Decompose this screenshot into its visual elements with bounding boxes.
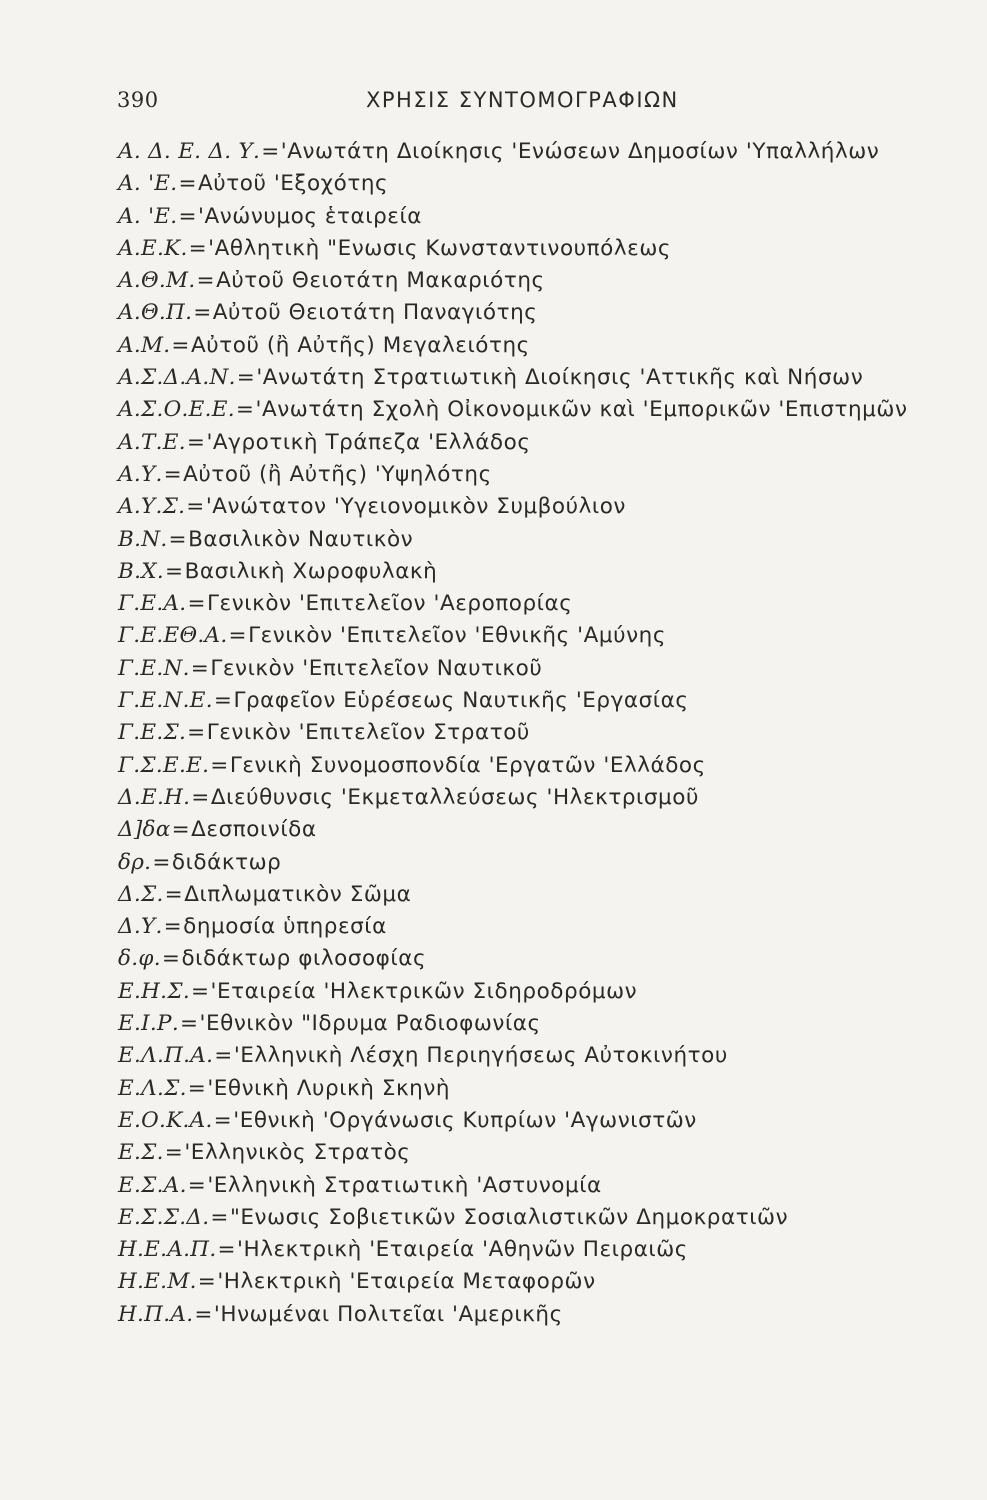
entry-meaning: 'Εταιρεία 'Ηλεκτρικῶν Σιδηροδρόμων [210, 978, 638, 1004]
entry-abbreviation: Γ.Σ.Ε.Ε. [118, 752, 210, 778]
abbreviation-entry [118, 168, 930, 200]
abbreviation-entry [118, 588, 930, 620]
entry-meaning: Γενικὸν 'Επιτελεῖον Ναυτικοῦ [210, 655, 543, 681]
entry-meaning: Γραφεῖον Εὑρέσεως Ναυτικῆς 'Εργασίας [233, 688, 689, 714]
entry-meaning: Διεύθυνσις 'Εκμεταλλεύσεως 'Ηλεκτρισμοῦ [210, 784, 699, 810]
abbreviation-entry [118, 1299, 930, 1331]
entry-separator: = [178, 171, 198, 197]
abbreviation-entry [118, 362, 930, 394]
entry-abbreviation: Α. 'Ε. [118, 203, 178, 229]
entry-abbreviation: Δ.Σ. [118, 881, 164, 907]
abbreviation-entry [118, 814, 930, 846]
abbreviation-entry [118, 394, 930, 426]
entry-abbreviation: Ε.Η.Σ. [118, 978, 190, 1004]
abbreviation-entry [118, 1105, 930, 1137]
entry-separator: = [163, 461, 183, 487]
entry-separator: = [213, 688, 233, 714]
entry-meaning: 'Αθλητικὴ "Ενωσις Κωνσταντινουπόλεως [208, 235, 672, 261]
entry-abbreviation: Α. Δ. Ε. Δ. Υ. [118, 139, 261, 164]
entry-abbreviation: Α.Σ.Δ.Α.Ν. [118, 365, 236, 391]
entry-meaning: "Ενωσις Σοβιετικῶν Σοσιαλιστικῶν Δημοκρατιῶν [229, 1204, 789, 1230]
abbreviation-entry [118, 717, 930, 749]
entry-meaning: 'Εθνικὸν "Ιδρυμα Ραδιοφωνίας [199, 1011, 541, 1037]
entry-abbreviation: Γ.Ε.Α. [118, 591, 187, 617]
entry-abbreviation: Β.Ν. [118, 526, 168, 552]
entry-abbreviation: Γ.Ε.Σ. [118, 720, 187, 746]
entry-separator: = [171, 332, 190, 358]
entry-abbreviation: Ε.Σ.Σ.Δ. [118, 1204, 210, 1230]
entry-abbreviation: Ε.Ο.Κ.Α. [118, 1107, 213, 1133]
entry-meaning: Αὐτοῦ Θειοτάτη Μακαριότης [216, 268, 545, 294]
abbreviation-entry [118, 911, 930, 943]
entry-separator: = [213, 1107, 233, 1133]
entry-meaning: Αὐτοῦ 'Εξοχότης [198, 171, 389, 197]
abbreviation-list [118, 136, 930, 1331]
abbreviation-entry [118, 556, 930, 588]
entry-abbreviation: Α.Μ. [118, 332, 171, 358]
abbreviation-entry [118, 201, 930, 233]
entry-meaning: 'Εθνικὴ 'Οργάνωσις Κυπρίων 'Αγωνιστῶν [233, 1107, 697, 1133]
entry-meaning: 'Ανωτάτη Στρατιωτικὴ Διοίκησις 'Αττικῆς καὶ Νήσων [256, 365, 864, 391]
entry-abbreviation: Ε.Λ.Σ. [118, 1075, 187, 1101]
entry-abbreviation: Α.Σ.Ο.Ε.Ε. [118, 397, 235, 423]
entry-meaning: 'Ανωτάτη Σχολὴ Οἰκονομικῶν καὶ 'Εμπορικῶν 'Επιστημῶν [255, 397, 908, 423]
entry-meaning: 'Ελληνικὸς Στρατὸς [184, 1140, 411, 1166]
abbreviation-entry [118, 265, 930, 297]
abbreviation-entry [118, 524, 930, 556]
entry-abbreviation: Η.Π.Α. [118, 1301, 194, 1327]
abbreviation-entry [118, 330, 930, 362]
entry-separator: = [171, 817, 191, 843]
entry-separator: = [228, 623, 248, 649]
entry-separator: = [193, 300, 212, 326]
entry-abbreviation: Η.Ε.Α.Π. [118, 1237, 217, 1263]
entry-abbreviation: Δ.Ε.Η. [118, 784, 191, 810]
entry-separator: = [235, 397, 255, 423]
entry-abbreviation: Α.Θ.Μ. [118, 268, 196, 294]
entry-meaning: Γενικὸν 'Επιτελεῖον 'Εθνικῆς 'Αμύνης [248, 623, 667, 649]
abbreviation-entry [118, 233, 930, 265]
entry-abbreviation: Β.Χ. [118, 558, 164, 584]
page-number: 390 [117, 88, 159, 112]
abbreviation-entry [118, 943, 930, 975]
entry-separator: = [168, 526, 188, 552]
entry-abbreviation: Α. 'Ε. [118, 171, 178, 197]
entry-abbreviation: Γ.Ε.Ν. [118, 655, 190, 681]
abbreviation-entry [118, 1008, 930, 1040]
abbreviation-entry [118, 620, 930, 652]
entry-meaning: 'Ελληνικὴ Στρατιωτικὴ 'Αστυνομία [207, 1172, 602, 1198]
entry-meaning: διδάκτωρ φιλοσοφίας [181, 946, 427, 972]
entry-abbreviation: Δ]δα [118, 817, 171, 843]
entry-abbreviation: δρ. [118, 849, 152, 875]
abbreviation-entry [118, 491, 930, 523]
entry-separator: = [187, 1172, 207, 1198]
entry-meaning: Αὐτοῦ (ἢ Αὐτῆς) Μεγαλειότης [191, 332, 530, 358]
entry-abbreviation: Ε.Ι.Ρ. [118, 1011, 179, 1037]
entry-separator: = [191, 784, 210, 810]
entry-meaning: Αὐτοῦ (ἢ Αὐτῆς) 'Υψηλότης [183, 461, 492, 487]
entry-abbreviation: Ε.Σ.Α. [118, 1172, 187, 1198]
entry-meaning: Γενικὸν 'Επιτελεῖον 'Αεροπορίας [207, 591, 573, 617]
entry-separator: = [186, 429, 206, 455]
entry-meaning: Βασιλικὸν Ναυτικὸν [188, 526, 414, 552]
entry-meaning: 'Ηλεκτρικὴ 'Εταιρεία Μεταφορῶν [217, 1269, 596, 1295]
entry-meaning: 'Ανώτατον 'Υγειονομικὸν Συμβούλιον [205, 494, 626, 520]
entry-abbreviation: Α.Θ.Π. [118, 300, 193, 326]
abbreviation-entry [118, 653, 930, 685]
entry-abbreviation: Ε.Λ.Π.Α. [118, 1043, 214, 1069]
entry-meaning: Αὐτοῦ Θειοτάτη Παναγιότης [212, 300, 538, 326]
entry-abbreviation: Δ.Υ. [118, 914, 163, 940]
entry-separator: = [190, 978, 210, 1004]
entry-abbreviation: Γ.Ε.ΕΘ.Α. [118, 623, 228, 649]
entry-meaning: 'Αγροτικὴ Τράπεζα 'Ελλάδος [206, 429, 531, 455]
entry-meaning: 'Ηνωμέναι Πολιτεῖαι 'Αμερικῆς [213, 1301, 563, 1327]
entry-meaning: Δεσποινίδα [191, 817, 317, 843]
entry-meaning: δημοσία ὑπηρεσία [183, 914, 387, 940]
entry-meaning: 'Ελληνικὴ Λέσχη Περιηγήσεως Αὐτοκινήτου [233, 1043, 728, 1069]
abbreviation-entry [118, 1170, 930, 1202]
entry-separator: = [210, 1204, 229, 1230]
entry-meaning: Βασιλικὴ Χωροφυλακὴ [184, 558, 438, 584]
entry-separator: = [164, 881, 184, 907]
abbreviation-entry [118, 1137, 930, 1169]
entry-separator: = [163, 914, 183, 940]
entry-separator: = [187, 1075, 207, 1101]
entry-separator: = [236, 365, 256, 391]
abbreviation-entry [118, 427, 930, 459]
entry-meaning: 'Ηλεκτρικὴ 'Εταιρεία 'Αθηνῶν Πειραιῶς [237, 1237, 688, 1263]
abbreviation-entry [118, 1202, 930, 1234]
entry-meaning: Διπλωματικὸν Σῶμα [184, 881, 412, 907]
entry-separator: = [164, 1140, 184, 1166]
entry-separator: = [217, 1237, 237, 1263]
entry-separator: = [178, 203, 198, 229]
entry-separator: = [214, 1043, 233, 1069]
entry-abbreviation: δ.φ. [118, 946, 161, 972]
entry-separator: = [187, 591, 207, 617]
entry-separator: = [190, 655, 210, 681]
entry-meaning: 'Εθνικὴ Λυρικὴ Σκηνὴ [207, 1075, 451, 1101]
entry-separator: = [187, 720, 206, 746]
running-title: ΧΡΗΣΙΣ ΣΥΝΤΟΜΟΓΡΑΦΙΩΝ [366, 88, 679, 112]
abbreviation-entry [118, 136, 930, 168]
entry-abbreviation: Α.Τ.Ε. [118, 429, 186, 455]
abbreviation-entry [118, 1266, 930, 1298]
entry-separator: = [188, 235, 208, 261]
entry-separator: = [179, 1011, 199, 1037]
entry-abbreviation: Η.Ε.Μ. [118, 1269, 197, 1295]
entry-abbreviation: Γ.Ε.Ν.Ε. [118, 688, 213, 714]
entry-separator: = [261, 139, 280, 164]
abbreviation-entry [118, 879, 930, 911]
entry-separator: = [164, 558, 184, 584]
entry-abbreviation: Ε.Σ. [118, 1140, 164, 1166]
entry-separator: = [152, 849, 171, 875]
entry-separator: = [194, 1301, 213, 1327]
abbreviation-entry [118, 459, 930, 491]
entry-meaning: διδάκτωρ [171, 849, 282, 875]
abbreviation-entry [118, 847, 930, 879]
entry-separator: = [197, 1269, 217, 1295]
entry-separator: = [196, 268, 216, 294]
entry-meaning: 'Ανωτάτη Διοίκησις 'Ενώσεων Δημοσίων 'Υπαλλήλων [280, 139, 880, 164]
abbreviation-entry [118, 1234, 930, 1266]
entry-separator: = [186, 494, 205, 520]
entry-separator: = [161, 946, 181, 972]
abbreviation-entry [118, 297, 930, 329]
abbreviation-entry [118, 976, 930, 1008]
abbreviation-entry [118, 1040, 930, 1072]
entry-meaning: Γενικὴ Συνομοσπονδία 'Εργατῶν 'Ελλάδος [229, 752, 706, 778]
entry-abbreviation: Α.Ε.Κ. [118, 235, 188, 261]
entry-abbreviation: Α.Υ.Σ. [118, 494, 186, 520]
entry-abbreviation: Α.Υ. [118, 461, 163, 487]
abbreviation-entry [118, 750, 930, 782]
abbreviation-entry [118, 685, 930, 717]
entry-meaning: 'Ανώνυμος ἑταιρεία [198, 203, 423, 229]
abbreviation-entry [118, 782, 930, 814]
abbreviation-entry [118, 1073, 930, 1105]
entry-separator: = [210, 752, 229, 778]
entry-meaning: Γενικὸν 'Επιτελεῖον Στρατοῦ [206, 720, 530, 746]
